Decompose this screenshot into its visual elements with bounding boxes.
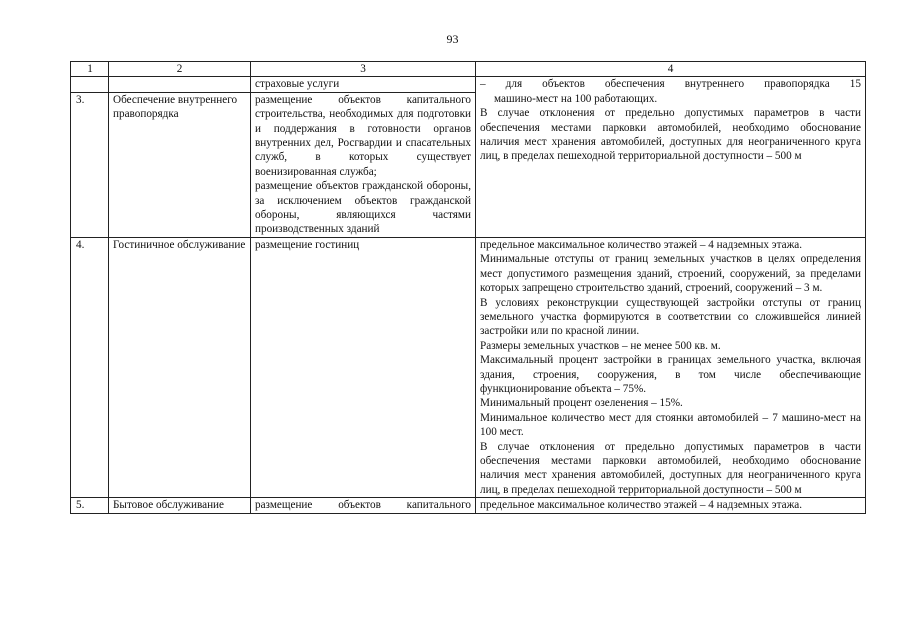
row-number: 3. bbox=[71, 92, 109, 237]
table-header-row bbox=[71, 62, 866, 77]
parameter-text: Минимальные отступы от границ земельных участков в целях определения мест допустимого размещения зданий, строений, сооружений, за пределами которых запрещено строительство зданий, строений, сооружений – 3 м. bbox=[480, 253, 861, 295]
parameter-text: Размеры земельных участков – не менее 500 кв. м. bbox=[480, 339, 721, 352]
use-type-description: размещение объектов капитального строительства, необходимых для подготовки и поддержания в готовности органов внутренних дел, Росгвардии и спасательных служб, в которых существует военизированная служба; размещение объектов гражданской обороны, за исключением объектов гражданской обороны, являющихся частями производственных зданий bbox=[251, 92, 476, 237]
parameter-text: предельное максимальное количество этажей – 4 надземных этажа. bbox=[480, 238, 803, 251]
use-type-name: Гостиничное обслуживание bbox=[109, 237, 251, 497]
parameter-text: В условиях реконструкции существующей застройки отступы от границ земельного участка формируются в соответствии со сложившейся линией застройки или по красной линии. bbox=[480, 296, 861, 338]
header-col-3: 3 bbox=[251, 62, 476, 77]
header-col-4: 4 bbox=[476, 62, 866, 77]
header-col-2: 2 bbox=[109, 62, 251, 77]
parameter-text: Максимальный процент застройки в границах земельного участка, включая здания, строения, сооружения, в том числе обеспечивающие функционирование объекта – 75%. bbox=[480, 354, 861, 395]
header-col-1: 1 bbox=[71, 62, 109, 77]
zoning-table bbox=[70, 61, 866, 514]
parameter-text: В случае отклонения от предельно допустимых параметров в части обеспечения местами парковки автомобилей, необходимо обоснование наличия мест хранения автомобилей, доступных для неограниченного круга лиц, в пределах пешеходной территориальной доступности – 500 м bbox=[480, 440, 861, 496]
cell-services: страховые услуги bbox=[251, 77, 476, 92]
parameter-text: Минимальное количество мест для стоянки автомобилей – 7 машино-мест на 100 мест. bbox=[480, 411, 861, 439]
table-row bbox=[71, 237, 866, 497]
parking-norm-line-1: – для объектов обеспечения внутреннего правопорядка 15 bbox=[480, 78, 861, 91]
use-type-description: размещение гостиниц bbox=[251, 237, 476, 497]
table-row bbox=[71, 77, 866, 92]
use-type-name: Обеспечение внутреннего правопорядка bbox=[109, 92, 251, 237]
use-type-description: размещение объектов капитального bbox=[251, 498, 476, 513]
parameter-text: В случае отклонения от предельно допустимых параметров в части обеспечения местами парковки автомобилей, необходимо обоснование наличия мест хранения автомобилей, доступных для неограниченного круга лиц, в пределах пешеходной территориальной доступности – 500 м bbox=[480, 107, 861, 163]
page-number: 93 bbox=[446, 32, 459, 46]
use-type-name: Бытовое обслуживание bbox=[109, 498, 251, 513]
cell-parameters-row4 bbox=[476, 237, 866, 497]
parameter-text: Минимальный процент озеленения – 15%. bbox=[480, 397, 683, 410]
row-number: 5. bbox=[71, 498, 109, 513]
table-row bbox=[71, 498, 866, 513]
parameter-text: предельное максимальное количество этажей – 4 надземных этажа. bbox=[476, 498, 866, 513]
parking-norm-line-2: машино-мест на 100 работающих. bbox=[494, 92, 658, 105]
row-number: 4. bbox=[71, 237, 109, 497]
cell-parameters-row3 bbox=[476, 77, 866, 237]
